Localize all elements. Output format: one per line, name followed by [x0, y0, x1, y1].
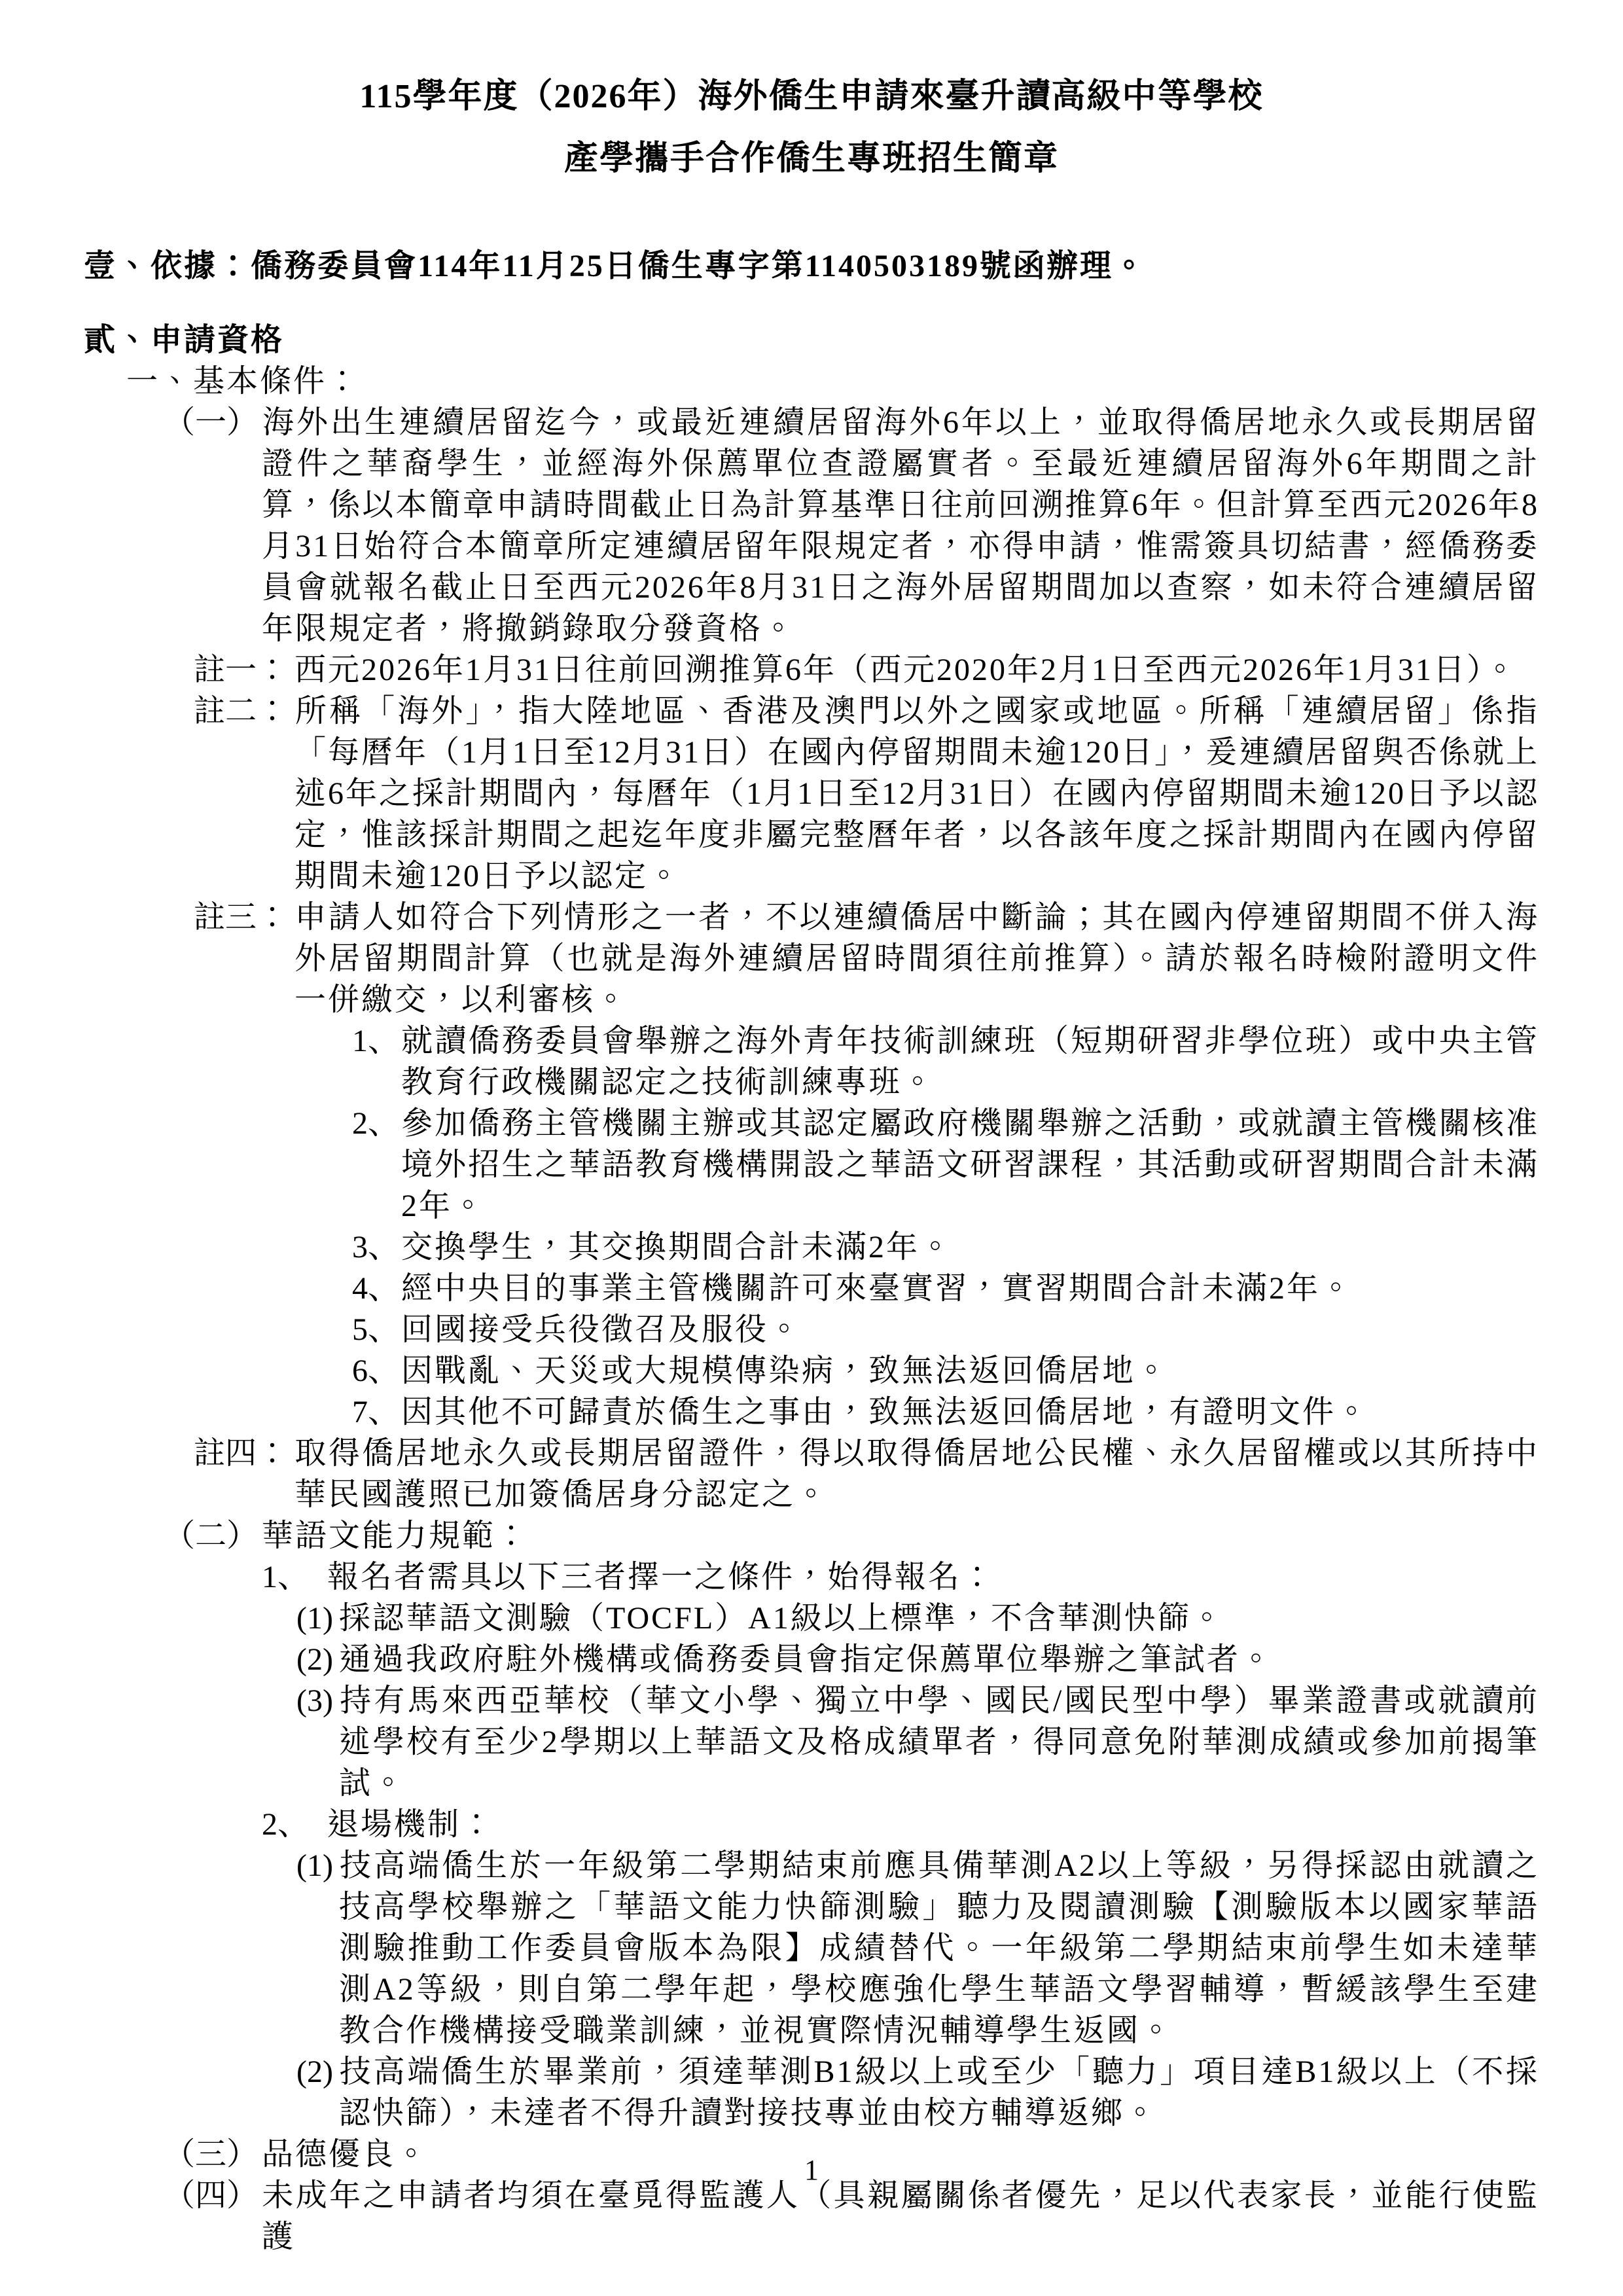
paragraph-text: 品德優良。: [262, 2137, 429, 2172]
paragraph: [84, 2051, 1539, 2134]
paragraph-label: 註一：: [194, 653, 289, 687]
paragraph-text: 華語文能力規範：: [262, 1518, 529, 1553]
paragraph: [84, 2175, 1539, 2257]
paragraph-label: 2、: [352, 1106, 400, 1141]
paragraph-text: 取得僑居地永久或長期居留證件，得以取得僑居地公民權、永久居留權或以其所持中華民國護照已加簽僑居身分認定之。: [294, 1436, 1539, 1512]
paragraph-label: (1): [296, 1848, 333, 1883]
paragraph-text: 技高端僑生於畢業前，須達華測B1級以上或至少「聽力」項目達B1級以上（不採認快篩），未達者不得升讀對接技專並由校方輔導返鄉。: [339, 2054, 1539, 2130]
paragraph-text: 退場機制：: [327, 1807, 495, 1842]
paragraph-text: 持有馬來西亞華校（華文小學、獨立中學、國民/國民型中學）畢業證書或就讀前述學校有至少2學期以上華語文及格成績單者，得同意免附華測成績或參加前揭筆試。: [339, 1683, 1539, 1801]
paragraph: [84, 897, 1539, 1020]
paragraph-label: 4、: [352, 1271, 400, 1306]
paragraph: [84, 1804, 1539, 1845]
paragraph-label: 註二：: [194, 694, 289, 728]
page-number: 1: [804, 2154, 819, 2186]
paragraph: [84, 1845, 1539, 2051]
paragraph-text: 報名者需具以下三者擇一之條件，始得報名：: [327, 1560, 995, 1594]
paragraph: [84, 1680, 1539, 1804]
paragraph: [84, 1515, 1539, 1556]
paragraph-label: (3): [296, 1683, 333, 1718]
paragraph-text: 採認華語文測驗（TOCFL）A1級以上標準，不含華測快篩。: [339, 1601, 1224, 1636]
paragraph-label: 7、: [352, 1395, 400, 1429]
paragraph-label: 5、: [352, 1312, 400, 1347]
paragraph-text: 經中央目的事業主管機關許可來臺實習，實習期間合計未滿2年。: [401, 1271, 1354, 1306]
paragraph-text: 貳、申請資格: [84, 323, 285, 357]
paragraph-label: 2、: [262, 1807, 310, 1842]
paragraph-text: 參加僑務主管機關主辦或其認定屬政府機關舉辦之活動，或就讀主管機關核准境外招生之華語教育機構開設之華語文研習課程，其活動或研習期間合計未滿2年。: [401, 1106, 1539, 1223]
paragraph: [84, 1598, 1539, 1639]
paragraph: [84, 1227, 1539, 1268]
paragraph: [84, 361, 1539, 402]
paragraph-text: 因戰亂、天災或大規模傳染病，致無法返回僑居地。: [401, 1354, 1169, 1388]
paragraph-text: 通過我政府駐外機構或僑務委員會指定保薦單位舉辦之筆試者。: [339, 1642, 1274, 1677]
paragraph-label: （一）: [164, 405, 259, 440]
paragraph-text: 技高端僑生於一年級第二學期結束前應具備華測A2以上等級，另得採認由就讀之技高學校舉辦之「華語文能力快篩測驗」聽力及閱讀測驗【測驗版本以國家華語測驗推動工作委員會版本為限】成績替代。一年級第二學期結束前學生如未達華測A2等級，則自第二學年起，學校應強化學生華語文學習輔導，暫緩該學生至建教合作機構接受職業訓練，並視實際情況輔導學生返國。: [339, 1848, 1539, 2048]
paragraph-label: (2): [296, 1642, 333, 1677]
paragraph-label: (1): [296, 1601, 333, 1636]
paragraph-text: 申請人如符合下列情形之一者，不以連續僑居中斷論；其在國內停連留期間不併入海外居留期間計算（也就是海外連續居留時間須往前推算）。請於報名時檢附證明文件一併繳交，以利審核。: [294, 900, 1539, 1017]
paragraph-label: (2): [296, 2054, 333, 2089]
paragraph: [84, 649, 1539, 691]
paragraph-text: 壹、依據：僑務委員會114年11月25日僑生專字第1140503189號函辦理。: [84, 249, 1147, 283]
paragraph-text: 海外出生連續居留迄今，或最近連續居留海外6年以上，並取得僑居地永久或長期居留證件之華裔學生，並經海外保薦單位查證屬實者。至最近連續居留海外6年期間之計算，係以本簡章申請時間截止日為計算基準日往前回溯推算6年。但計算至西元2026年8月31日始符合本簡章所定連續居留年限規定者，亦得申請，惟需簽具切結書，經僑務委員會就報名截止日至西元2026年8月31日之海外居留期間加以查察，如未符合連續居留年限規定者，將撤銷錄取分發資格。: [262, 405, 1539, 646]
paragraph: [84, 1268, 1539, 1309]
paragraph-label: （二）: [164, 1518, 259, 1553]
paragraph: [84, 1103, 1539, 1227]
paragraph-text: 西元2026年1月31日往前回溯推算6年（西元2020年2月1日至西元2026年1月31日）。: [294, 653, 1518, 687]
paragraph: [84, 245, 1539, 287]
paragraph-label: 註三：: [194, 900, 289, 935]
paragraph-text: 交換學生，其交換期間合計未滿2年。: [401, 1230, 954, 1265]
document-title-line1: 115學年度（2026年）海外僑生申請來臺升讀高級中等學校: [359, 78, 1264, 115]
paragraph-text: 就讀僑務委員會舉辦之海外青年技術訓練班（短期研習非學位班）或中央主管教育行政機關認定之技術訓練專班。: [401, 1024, 1539, 1100]
paragraph-text: 所稱「海外」，指大陸地區、香港及澳門以外之國家或地區。所稱「連續居留」係指「每曆年（1月1日至12月31日）在國內停留期間未逾120日」，爰連續居留與否係就上述6年之採計期間內，每曆年（1月1日至12月31日）在國內停留期間未逾120日予以認定，惟該採計期間之起迄年度非屬完整曆年者，以各該年度之採計期間內在國內停留期間未逾120日予以認定。: [294, 694, 1540, 893]
paragraph-label: 1、: [352, 1024, 400, 1058]
paragraph-label: （三）: [164, 2137, 259, 2172]
paragraph-text: 未成年之申請者均須在臺覓得監護人（具親屬關係者優先，足以代表家長，並能行使監護: [262, 2178, 1539, 2254]
paragraph: [84, 402, 1539, 649]
paragraph: [84, 319, 1539, 361]
paragraph: [84, 1350, 1539, 1391]
paragraph: [84, 691, 1539, 897]
paragraph-label: 1、: [262, 1560, 310, 1594]
document-title-line2: 產學攜手合作僑生專班招生簡章: [563, 140, 1059, 177]
paragraph-text: 因其他不可歸責於僑生之事由，致無法返回僑居地，有證明文件。: [401, 1395, 1370, 1429]
paragraph: [84, 1391, 1539, 1433]
paragraph-label: 3、: [352, 1230, 400, 1265]
paragraph: [84, 1020, 1539, 1103]
paragraph: [84, 1433, 1539, 1515]
paragraph-text: 一、基本條件：: [126, 364, 361, 399]
paragraph-label: 6、: [352, 1354, 400, 1388]
document-body: [84, 245, 1539, 2257]
paragraph-label: 註四：: [194, 1436, 289, 1471]
paragraph: [84, 1309, 1539, 1350]
paragraph-label: （四）: [164, 2178, 259, 2213]
paragraph: [84, 1639, 1539, 1680]
paragraph: [84, 1556, 1539, 1598]
paragraph-text: 回國接受兵役徵召及服役。: [401, 1312, 802, 1347]
